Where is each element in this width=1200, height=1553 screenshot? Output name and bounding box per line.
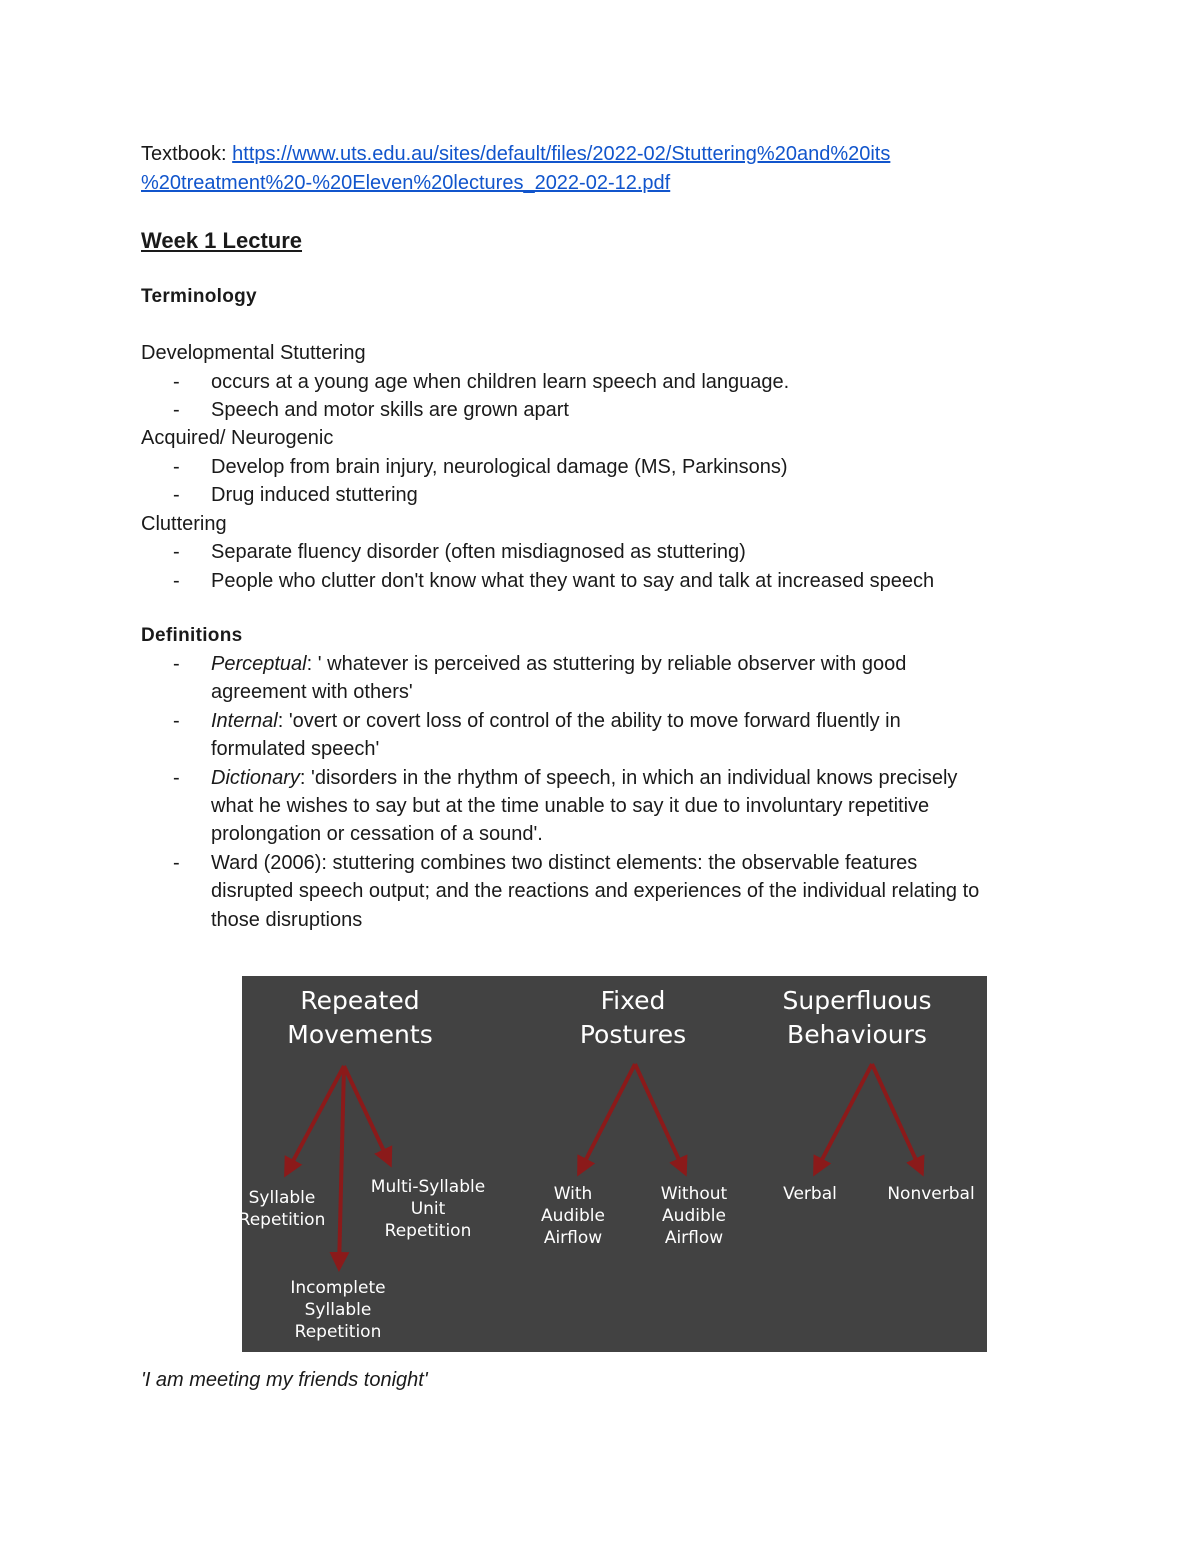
terminology-group-developmental — [141, 339, 1061, 424]
arrow-to-multisyllable — [344, 1066, 390, 1164]
week-heading: Week 1 Lecture — [141, 228, 303, 253]
category-repeated-line1: Repeated — [300, 986, 420, 1015]
textbook-line-2 — [141, 169, 1061, 198]
category-fixed-line2: Postures — [579, 1020, 687, 1049]
leaf-without-2: Audible — [662, 1206, 726, 1226]
leaf-syllable-1: Syllable — [248, 1188, 316, 1208]
definition-perceptual: - Perceptual: ' whatever is perceived as stuttering by reliable observer with good agreement with others' — [173, 652, 907, 704]
example-sentence: 'I am meeting my friends tonight' — [141, 1369, 428, 1391]
textbook-label: Textbook: — [141, 143, 233, 165]
leaf-with-1: With — [553, 1184, 593, 1204]
category-superfluous-line2: Behaviours — [787, 1020, 927, 1049]
list-item: - People who clutter don't know what they want to say and talk at increased speech — [173, 569, 935, 592]
leaf-incomplete-2: Syllable — [304, 1300, 372, 1320]
stuttering-types-diagram — [242, 976, 987, 1352]
arrow-to-without-airflow — [635, 1064, 685, 1173]
group-title: Acquired/ Neurogenic — [141, 427, 334, 450]
list-item: - Drug induced stuttering — [173, 484, 418, 507]
terminology-group-acquired — [141, 424, 1061, 509]
definitions-heading: Definitions — [141, 624, 243, 646]
leaf-multi-1: Multi-Syllable — [370, 1177, 486, 1197]
arrow-to-with-airflow — [579, 1064, 635, 1173]
leaf-without-3: Airflow — [664, 1228, 724, 1248]
textbook-link-continued[interactable]: %20treatment%20-%20Eleven%20lectures_2022-02-12.pdf — [141, 171, 671, 194]
list-item: - Separate fluency disorder (often misdiagnosed as stuttering) — [173, 541, 746, 564]
list-item: - occurs at a young age when children learn speech and language. — [173, 370, 790, 393]
textbook-line — [141, 140, 1061, 169]
list-item: - Develop from brain injury, neurological damage (MS, Parkinsons) — [173, 455, 788, 478]
arrow-to-nonverbal — [872, 1064, 922, 1173]
category-fixed-line1: Fixed — [600, 986, 666, 1015]
leaf-with-2: Audible — [541, 1206, 605, 1226]
document-page — [141, 140, 1061, 934]
category-repeated-line2: Movements — [287, 1020, 433, 1049]
leaf-syllable-2: Repetition — [242, 1210, 326, 1230]
group-title: Cluttering — [141, 512, 227, 535]
leaf-multi-2: Unit — [410, 1199, 446, 1219]
arrow-to-syllable — [286, 1066, 344, 1174]
leaf-incomplete-1: Incomplete — [290, 1278, 386, 1298]
leaf-incomplete-3: Repetition — [294, 1322, 382, 1342]
terminology-group-cluttering — [141, 510, 1061, 595]
group-title: Developmental Stuttering — [141, 342, 366, 364]
leaf-without-1: Without — [660, 1184, 728, 1204]
category-superfluous-line1: Superfluous — [782, 986, 932, 1015]
leaf-with-3: Airflow — [543, 1228, 603, 1248]
arrow-to-incomplete — [339, 1066, 344, 1268]
diagram-svg — [242, 976, 987, 1352]
leaf-multi-3: Repetition — [384, 1221, 472, 1241]
terminology-heading: Terminology — [141, 286, 257, 307]
leaf-nonverbal: Nonverbal — [887, 1184, 975, 1204]
definition-internal: - Internal: 'overt or covert loss of control of the ability to move forward fluently in formulated speech' — [173, 709, 901, 761]
leaf-verbal: Verbal — [783, 1184, 837, 1204]
definitions-list — [141, 650, 1061, 934]
list-item: - Speech and motor skills are grown apart — [173, 398, 569, 421]
arrow-to-verbal — [815, 1064, 872, 1173]
textbook-link[interactable]: https://www.uts.edu.au/sites/default/files/2022-02/Stuttering%20and%20its — [232, 143, 891, 165]
definition-ward: - Ward (2006): stuttering combines two distinct elements: the observable features disrupted speech output; and the reactions and experiences of the individual relating to those disruptions — [173, 851, 980, 931]
definition-dictionary: - Dictionary: 'disorders in the rhythm of speech, in which an individual knows precisely what he wishes to say but at the time unable to say it due to involuntary repetitive prolongation or cessation of a sound'. — [173, 766, 958, 846]
